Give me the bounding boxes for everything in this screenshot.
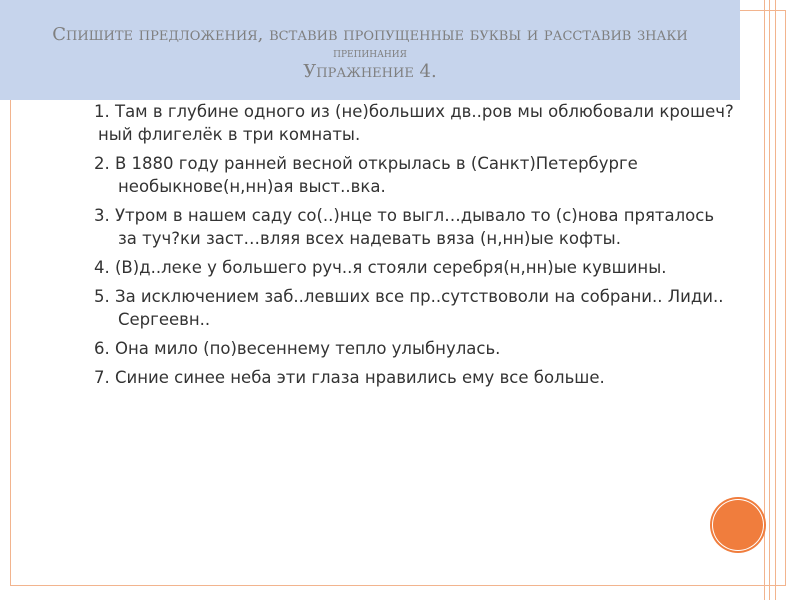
slide-title	[20, 24, 720, 83]
exercise-item-4: 4. (В)д..леке у большего руч..я стояли серебря(н,нн)ые кувшины.	[94, 258, 667, 277]
title-line-3: Упражнение 4.	[303, 61, 437, 83]
exercise-item-1: 1. Там в глубине одного из (не)больших дв..ров мы облюбовали крошеч?ный флигелёк в три комнаты.	[94, 102, 734, 144]
title-line-1: Спишите предложения, вставив пропущенные буквы и расставив знаки	[52, 24, 688, 45]
title-banner	[0, 0, 740, 100]
title-line-2: препинания	[333, 45, 407, 61]
exercise-item-7: 7. Синие синее неба эти глаза нравились ему все больше.	[94, 368, 605, 387]
exercise-item-5: 5. За исключением заб..левших все пр..сутствоволи на собрани.. Лиди.. Сергеевн..	[94, 287, 724, 329]
side-decor-lines	[764, 0, 776, 600]
exercise-list	[94, 100, 734, 395]
exercise-item-3: 3. Утром в нашем саду со(..)нце то выгл…дывало то (с)нова пряталось за туч?ки заст…вляя всех надевать вяза (н,нн)ые кофты.	[94, 206, 715, 248]
exercise-item-6: 6. Она мило (по)весеннему тепло улыбнулась.	[94, 339, 501, 358]
decorative-orange-circle	[713, 500, 763, 550]
exercise-item-2: 2. В 1880 году ранней весной открылась в (Санкт)Петербурге необыкнове(н,нн)ая выст..вка.	[94, 154, 638, 196]
